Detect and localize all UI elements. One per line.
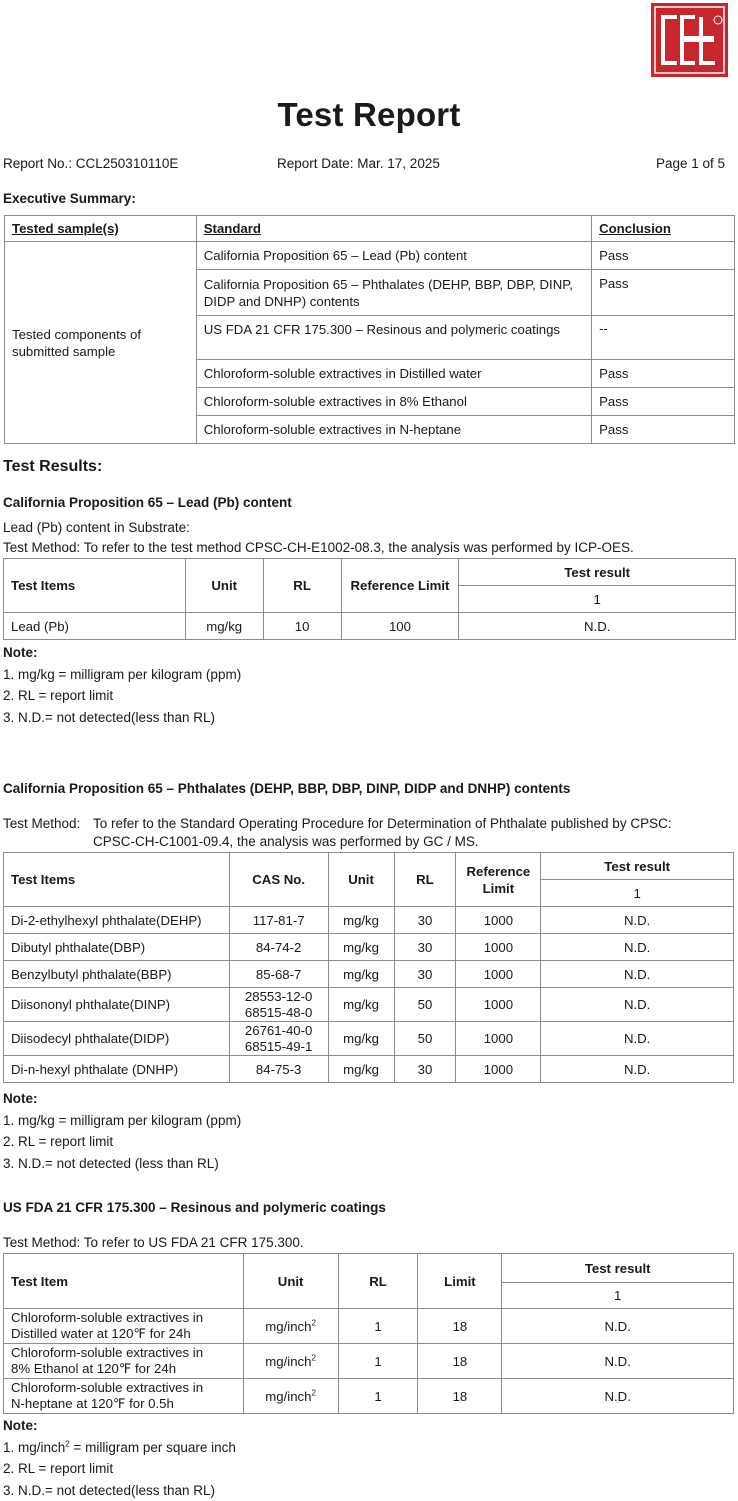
fda-section-title: US FDA 21 CFR 175.300 – Resinous and polymeric coatings — [3, 1200, 386, 1215]
summary-conclusion: Pass — [592, 360, 735, 388]
summary-standard: California Proposition 65 – Lead (Pb) content — [196, 242, 591, 270]
cell-item: Benzylbutyl phthalate(BBP) — [4, 961, 230, 988]
cell-result: N.D. — [541, 1022, 734, 1056]
executive-summary-heading: Executive Summary: — [3, 191, 136, 206]
cell-limit: 1000 — [456, 934, 541, 961]
cell-cas: 84-75-3 — [229, 1056, 328, 1083]
table-row — [4, 1022, 734, 1056]
cell-unit — [243, 1379, 338, 1414]
cell-rl: 10 — [263, 613, 341, 640]
cell-item — [4, 1344, 244, 1379]
th-test-items: Test Items — [4, 559, 186, 613]
th-test-result: Test result — [459, 559, 736, 586]
cell-item: Di-2-ethylhexyl phthalate(DEHP) — [4, 907, 230, 934]
lead-table — [3, 558, 736, 640]
table-row — [4, 934, 734, 961]
table-row — [4, 1056, 734, 1083]
summary-conclusion: Pass — [592, 270, 735, 316]
phthalates-method-line1: To refer to the Standard Operating Procedure for Determination of Phthalate published by CPSC: — [93, 816, 672, 831]
th-reference-limit: Reference Limit — [341, 559, 459, 613]
note-item — [3, 1437, 236, 1459]
cell-result: N.D. — [541, 907, 734, 934]
test-results-heading: Test Results: — [3, 458, 102, 476]
summary-standard: California Proposition 65 – Phthalates (DEHP, BBP, DBP, DINP, DIDP and DNHP) contents — [196, 270, 591, 316]
note-item: 3. N.D.= not detected (less than RL) — [3, 1153, 241, 1175]
cell-item: Lead (Pb) — [4, 613, 186, 640]
unit-exponent: 2 — [311, 1353, 315, 1362]
th-test-result: Test result — [502, 1254, 734, 1283]
cell-cas — [229, 988, 328, 1022]
note-label: Note: — [3, 1088, 241, 1110]
cell-result: N.D. — [459, 613, 736, 640]
cell-limit: 1000 — [456, 907, 541, 934]
lead-notes — [3, 642, 241, 728]
cell-item: Dibutyl phthalate(DBP) — [4, 934, 230, 961]
summary-conclusion: Pass — [592, 242, 735, 270]
summary-header-row — [5, 216, 735, 242]
unit-text: mg/inch — [265, 1389, 311, 1404]
cell-limit: 1000 — [456, 961, 541, 988]
note-item: 3. N.D.= not detected(less than RL) — [3, 707, 241, 729]
note-item: 1. mg/kg = milligram per kilogram (ppm) — [3, 664, 241, 686]
cell-rl: 1 — [338, 1344, 418, 1379]
cell-unit: mg/kg — [328, 961, 394, 988]
cell-rl: 30 — [394, 934, 456, 961]
cell-cas: 117-81-7 — [229, 907, 328, 934]
th-rl: RL — [338, 1254, 418, 1309]
fda-table — [3, 1253, 734, 1414]
cell-rl: 30 — [394, 907, 456, 934]
cell-result: N.D. — [541, 988, 734, 1022]
unit-exponent: 2 — [311, 1318, 315, 1327]
item-line: Distilled water at 120℉ for 24h — [11, 1326, 243, 1342]
cell-limit: 1000 — [456, 988, 541, 1022]
summary-standard: Chloroform-soluble extractives in Distilled water — [196, 360, 591, 388]
cell-unit: mg/kg — [328, 907, 394, 934]
cell-limit: 18 — [418, 1379, 502, 1414]
item-line: Chloroform-soluble extractives in — [11, 1310, 243, 1326]
lead-header-row — [4, 559, 736, 586]
note-item: 3. N.D.= not detected(less than RL) — [3, 1480, 236, 1501]
col-tested-sample: Tested sample(s) — [5, 216, 197, 242]
unit-text: mg/inch — [265, 1354, 311, 1369]
cell-item — [4, 1309, 244, 1344]
cell-unit: mg/kg — [328, 1022, 394, 1056]
cell-rl: 30 — [394, 961, 456, 988]
unit-exponent: 2 — [311, 1388, 315, 1397]
note-unit-exponent: 2 — [65, 1439, 69, 1448]
th-limit: Limit — [418, 1254, 502, 1309]
cell-item: Diisononyl phthalate(DINP) — [4, 988, 230, 1022]
th-result-no: 1 — [459, 586, 736, 613]
ccl-logo-mark — [651, 3, 728, 77]
cas-line: 68515-48-0 — [230, 1005, 328, 1021]
tested-sample-cell: Tested components of submitted sample — [5, 242, 197, 444]
th-result-no: 1 — [502, 1283, 734, 1309]
th-result-no: 1 — [541, 880, 734, 907]
unit-text: mg/inch — [265, 1319, 311, 1334]
th-test-item: Test Item — [4, 1254, 244, 1309]
cell-limit: 1000 — [456, 1022, 541, 1056]
cell-rl: 50 — [394, 988, 456, 1022]
lead-method: Test Method: To refer to the test method CPSC-CH-E1002-08.3, the analysis was performed by ICP-OES. — [3, 540, 634, 555]
note-label: Note: — [3, 1415, 236, 1437]
cell-limit: 100 — [341, 613, 459, 640]
cell-rl: 50 — [394, 1022, 456, 1056]
table-row — [4, 988, 734, 1022]
note-item: 1. mg/kg = milligram per kilogram (ppm) — [3, 1110, 241, 1132]
ccl-logo — [651, 3, 728, 77]
col-conclusion: Conclusion — [592, 216, 735, 242]
report-title: Test Report — [0, 96, 738, 134]
cell-result: N.D. — [541, 961, 734, 988]
cell-rl: 30 — [394, 1056, 456, 1083]
cell-rl: 1 — [338, 1309, 418, 1344]
cell-unit: mg/kg — [185, 613, 263, 640]
summary-standard: US FDA 21 CFR 175.300 – Resinous and polymeric coatings — [196, 316, 591, 360]
table-row — [4, 1309, 734, 1344]
th-unit: Unit — [185, 559, 263, 613]
report-number: Report No.: CCL250310110E — [3, 156, 178, 171]
item-line: 8% Ethanol at 120℉ for 24h — [11, 1361, 243, 1377]
cell-unit: mg/kg — [328, 934, 394, 961]
th-unit: Unit — [328, 853, 394, 907]
th-rl: RL — [394, 853, 456, 907]
phthalates-table — [3, 852, 734, 1083]
note-unit: 1. mg/inch — [3, 1440, 65, 1455]
table-row — [4, 907, 734, 934]
report-date: Report Date: Mar. 17, 2025 — [277, 156, 440, 171]
note-item: 2. RL = report limit — [3, 1131, 241, 1153]
item-line: Chloroform-soluble extractives in — [11, 1380, 243, 1396]
summary-table — [4, 215, 735, 444]
table-row — [4, 1344, 734, 1379]
table-row — [4, 613, 736, 640]
cell-cas — [229, 1022, 328, 1056]
cell-unit: mg/kg — [328, 1056, 394, 1083]
phthalates-method-line2: CPSC-CH-C1001-09.4, the analysis was performed by GC / MS. — [93, 834, 479, 849]
cell-result: N.D. — [541, 1056, 734, 1083]
cell-unit: mg/kg — [328, 988, 394, 1022]
summary-conclusion: Pass — [592, 416, 735, 444]
cell-result: N.D. — [502, 1309, 734, 1344]
page-number: Page 1 of 5 — [656, 156, 725, 171]
item-line: Chloroform-soluble extractives in — [11, 1345, 243, 1361]
lead-substrate: Lead (Pb) content in Substrate: — [3, 520, 190, 535]
fda-notes — [3, 1415, 236, 1501]
th-unit: Unit — [243, 1254, 338, 1309]
cell-result: N.D. — [502, 1379, 734, 1414]
cell-result: N.D. — [541, 934, 734, 961]
th-reference-limit: Reference Limit — [456, 853, 541, 907]
phthalates-header-row — [4, 853, 734, 880]
summary-conclusion: Pass — [592, 388, 735, 416]
cell-limit: 18 — [418, 1309, 502, 1344]
cell-unit — [243, 1344, 338, 1379]
summary-row — [5, 242, 735, 270]
cell-unit — [243, 1309, 338, 1344]
th-test-result: Test result — [541, 853, 734, 880]
table-row — [4, 1379, 734, 1414]
cell-item — [4, 1379, 244, 1414]
cell-cas: 84-74-2 — [229, 934, 328, 961]
cell-item: Di-n-hexyl phthalate (DNHP) — [4, 1056, 230, 1083]
summary-conclusion: -- — [592, 316, 735, 360]
th-rl: RL — [263, 559, 341, 613]
cell-limit: 1000 — [456, 1056, 541, 1083]
note-unit-meaning: = milligram per square inch — [70, 1440, 236, 1455]
fda-method: Test Method: To refer to US FDA 21 CFR 175.300. — [3, 1235, 304, 1250]
cell-item: Diisodecyl phthalate(DIDP) — [4, 1022, 230, 1056]
col-standard: Standard — [196, 216, 591, 242]
cas-line: 28553-12-0 — [230, 989, 328, 1005]
th-test-items: Test Items — [4, 853, 230, 907]
lead-section-title: California Proposition 65 – Lead (Pb) content — [3, 495, 292, 510]
cas-line: 68515-49-1 — [230, 1039, 328, 1055]
item-line: N-heptane at 120℉ for 0.5h — [11, 1396, 243, 1412]
phthalates-notes — [3, 1088, 241, 1174]
cell-rl: 1 — [338, 1379, 418, 1414]
note-item: 2. RL = report limit — [3, 1458, 236, 1480]
phthalates-section-title: California Proposition 65 – Phthalates (DEHP, BBP, DBP, DINP, DIDP and DNHP) contents — [3, 781, 570, 796]
cell-limit: 18 — [418, 1344, 502, 1379]
note-label: Note: — [3, 642, 241, 664]
cell-cas: 85-68-7 — [229, 961, 328, 988]
table-row — [4, 961, 734, 988]
note-item: 2. RL = report limit — [3, 685, 241, 707]
cas-line: 26761-40-0 — [230, 1023, 328, 1039]
phthalates-method-label: Test Method: — [3, 816, 80, 831]
cell-result: N.D. — [502, 1344, 734, 1379]
th-cas-no: CAS No. — [229, 853, 328, 907]
fda-header-row — [4, 1254, 734, 1283]
summary-standard: Chloroform-soluble extractives in N-heptane — [196, 416, 591, 444]
summary-standard: Chloroform-soluble extractives in 8% Ethanol — [196, 388, 591, 416]
